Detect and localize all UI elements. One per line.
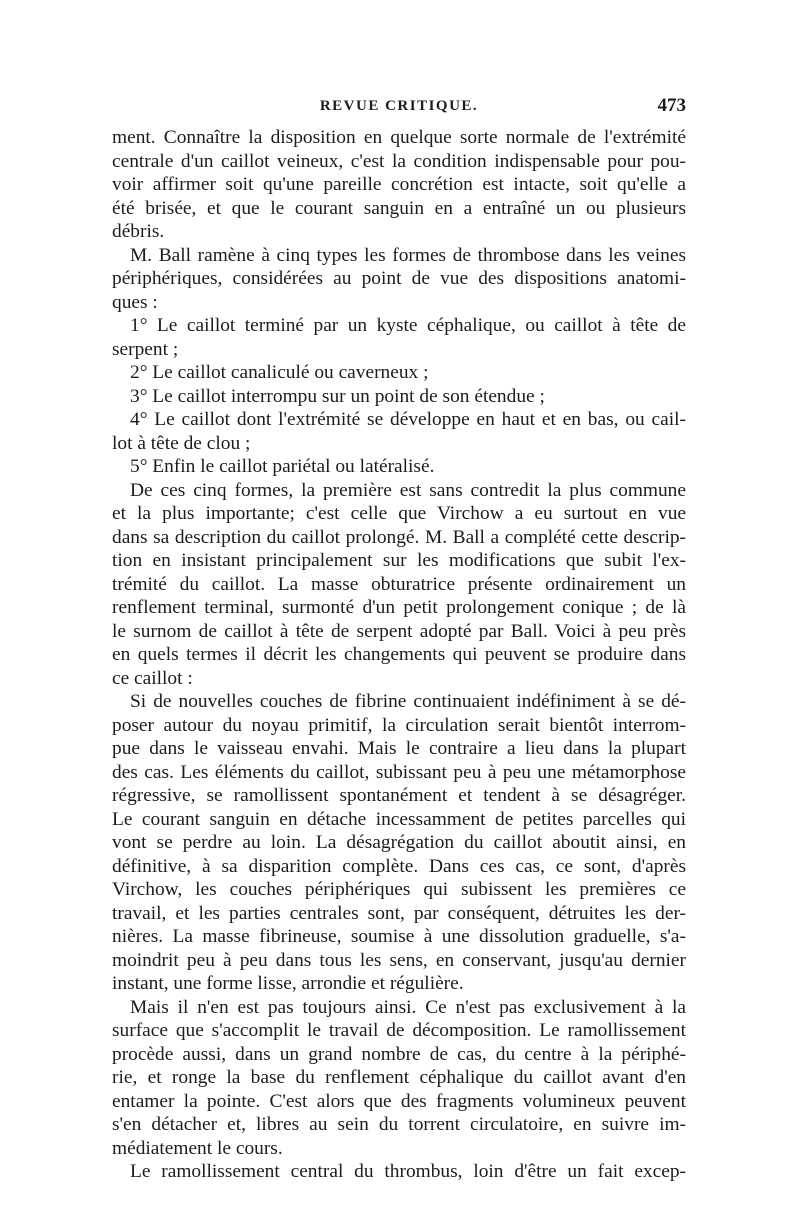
text-line: 3° Le caillot interrompu sur un point de son étendue ; bbox=[130, 385, 545, 407]
text-line: vont se perdre au loin. La désagrégation du caillot aboutit ainsi, en bbox=[112, 832, 686, 853]
page-number: 473 bbox=[657, 95, 686, 116]
text-line: ques : bbox=[112, 291, 158, 313]
running-title: REVUE CRITIQUE. bbox=[319, 98, 479, 114]
text-line: voir affirmer soit qu'une pareille concrétion est intacte, soit qu'elle a bbox=[112, 174, 686, 195]
text-line: instant, une forme lisse, arrondie et régulière. bbox=[112, 973, 464, 994]
text-line: serpent ; bbox=[112, 338, 179, 360]
body-text bbox=[112, 126, 686, 1184]
text-line: régressive, se ramollissent spontanément et tendent à se désagréger. bbox=[112, 785, 686, 806]
text-line: 5° Enfin le caillot pariétal ou latéralisé. bbox=[130, 456, 435, 477]
text-line: Si de nouvelles couches de fibrine continuaient indéfiniment à se dé- bbox=[130, 691, 686, 712]
text-line: Mais il n'en est pas toujours ainsi. Ce n'est pas exclusivement à la bbox=[130, 996, 686, 1018]
text-line: ment. Connaître la disposition en quelque sorte normale de l'extrémité bbox=[112, 127, 686, 148]
text-line: dans sa description du caillot prolongé. M. Ball a complété cette descrip- bbox=[112, 526, 686, 548]
text-line: définitive, à sa disparition complète. Dans ces cas, ce sont, d'après bbox=[112, 855, 686, 877]
text-line: rie, et ronge la base du renflement céphalique du caillot avant d'en bbox=[112, 1067, 686, 1088]
text-line: Le ramollissement central du thrombus, loin d'être un fait excep- bbox=[130, 1161, 686, 1182]
text-line: le surnom de caillot à tête de serpent adopté par Ball. Voici à peu près bbox=[112, 620, 686, 642]
text-line: ce caillot : bbox=[112, 667, 193, 689]
text-line: surface que s'accomplit le travail de décomposition. Le ramollissement bbox=[112, 1020, 686, 1041]
text-line: 1° Le caillot terminé par un kyste céphalique, ou caillot à tête de bbox=[130, 315, 686, 336]
text-line: procède aussi, dans un grand nombre de cas, du centre à la périphé- bbox=[112, 1043, 686, 1065]
text-line: été brisée, et que le courant sanguin en a entraîné un ou plusieurs bbox=[112, 197, 686, 219]
text-line: périphériques, considérées au point de vue des dispositions anatomi- bbox=[112, 268, 686, 289]
text-line: De ces cinq formes, la première est sans contredit la plus commune bbox=[130, 479, 686, 501]
text-line: renflement terminal, surmonté d'un petit prolongement conique ; de là bbox=[112, 597, 686, 618]
text-line: Virchow, les couches périphériques qui subissent les premières ce bbox=[112, 879, 686, 900]
text-line: Le courant sanguin en détache incessamment de petites parcelles qui bbox=[112, 808, 686, 830]
text-line: centrale d'un caillot veineux, c'est la condition indispensable pour pou- bbox=[112, 150, 686, 172]
text-line: 4° Le caillot dont l'extrémité se développe en haut et en bas, ou cail- bbox=[130, 409, 686, 430]
text-line: tion en insistant principalement sur les modifications que subit l'ex- bbox=[112, 550, 686, 571]
text-line: médiatement le cours. bbox=[112, 1137, 283, 1159]
text-line: 2° Le caillot canaliculé ou caverneux ; bbox=[130, 362, 429, 383]
text-line: trémité du caillot. La masse obturatrice présente ordinairement un bbox=[112, 573, 686, 595]
text-line: débris. bbox=[112, 221, 165, 242]
text-line: travail, et les parties centrales sont, par conséquent, détruites les der- bbox=[112, 902, 686, 924]
text-line: lot à tête de clou ; bbox=[112, 432, 251, 454]
text-line: entamer la pointe. C'est alors que des fragments volumineux peuvent bbox=[112, 1090, 686, 1112]
text-line: en quels termes il décrit les changements qui peuvent se produire dans bbox=[112, 644, 686, 665]
text-line: pue dans le vaisseau envahi. Mais le contraire a lieu dans la plupart bbox=[112, 738, 686, 759]
text-line: M. Ball ramène à cinq types les formes de thrombose dans les veines bbox=[130, 244, 686, 266]
text-line: s'en détacher et, libres au sein du torrent circulatoire, en suivre im- bbox=[112, 1114, 686, 1135]
text-line: et la plus importante; c'est celle que Virchow a eu surtout en vue bbox=[112, 503, 686, 524]
running-head bbox=[112, 95, 686, 124]
text-line: moindrit peu à peu dans tous les sens, en conservant, jusqu'au dernier bbox=[112, 949, 686, 971]
text-line: des cas. Les éléments du caillot, subissant peu à peu une métamorphose bbox=[112, 761, 686, 783]
text-line: nières. La masse fibrineuse, soumise à une dissolution graduelle, s'a- bbox=[112, 926, 686, 947]
text-line: poser autour du noyau primitif, la circulation serait bientôt interrom- bbox=[112, 714, 686, 736]
